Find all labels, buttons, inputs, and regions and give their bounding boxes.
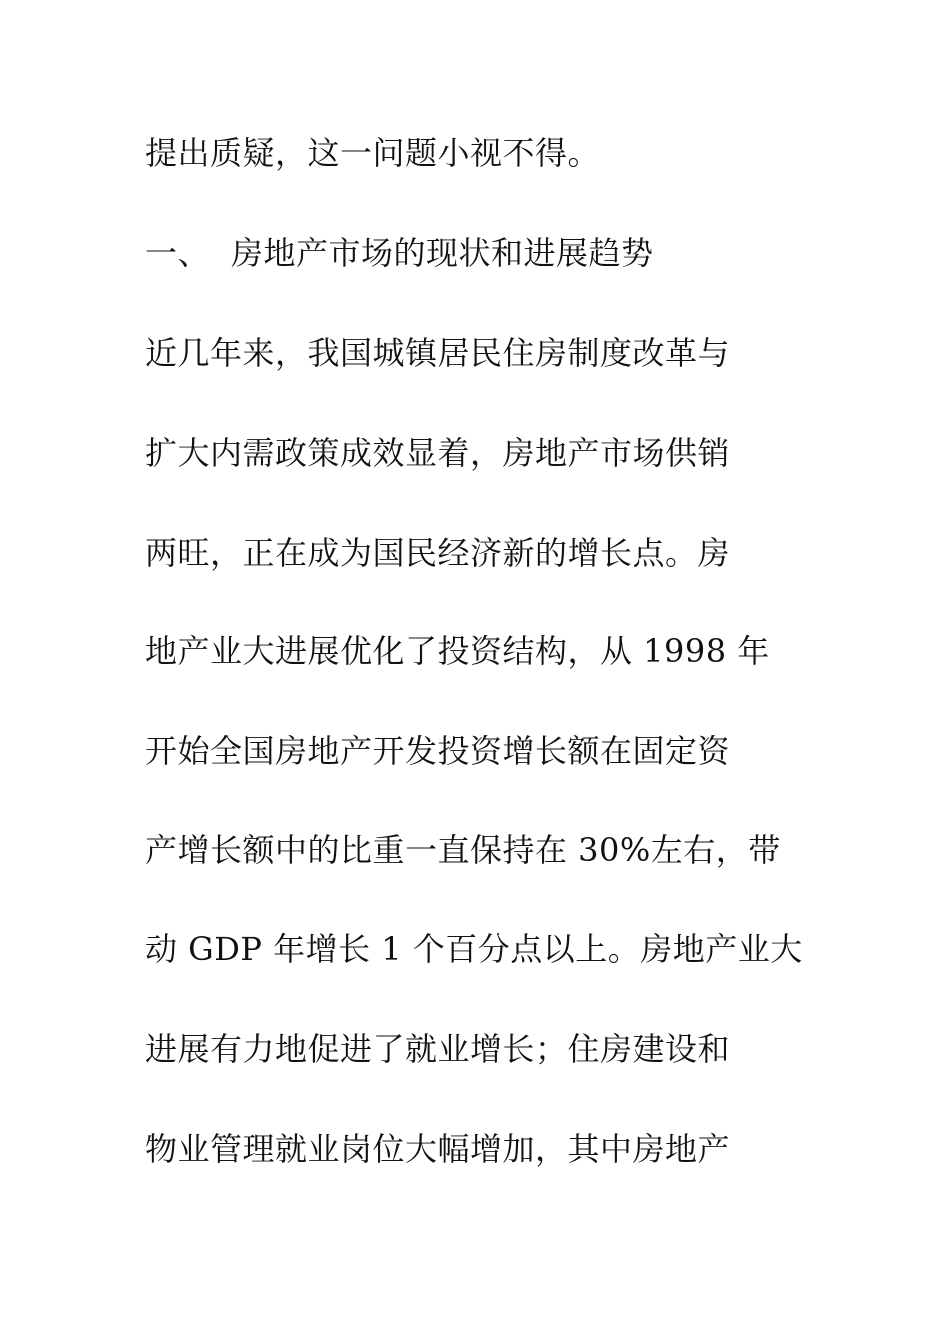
paragraph-line-7: 产增长额中的比重一直保持在 30%左右，带 [145,831,781,869]
paragraph-line-8: 动 GDP 年增长 1 个百分点以上。房地产业大 [145,930,803,968]
section-heading [145,233,654,273]
paragraph-line-2: 近几年来，我国城镇居民住房制度改革与 [145,334,731,372]
paragraph-line-5: 地产业大进展优化了投资结构，从 1998 年 [145,632,770,670]
section-heading-text: 房地产市场的现状和进展趋势 [231,234,654,272]
section-heading-number: 一、 [145,234,211,272]
paragraph-line-1: 提出质疑，这一问题小视不得。 [145,134,601,172]
paragraph-line-4: 两旺，正在成为国民经济新的增长点。房 [145,534,731,572]
paragraph-line-6: 开始全国房地产开发投资增长额在固定资 [145,732,731,770]
paragraph-line-3: 扩大内需政策成效显着，房地产市场供销 [145,434,731,472]
paragraph-line-9: 进展有力地促进了就业增长；住房建设和 [145,1030,731,1068]
paragraph-line-10: 物业管理就业岗位大幅增加，其中房地产 [145,1130,731,1168]
